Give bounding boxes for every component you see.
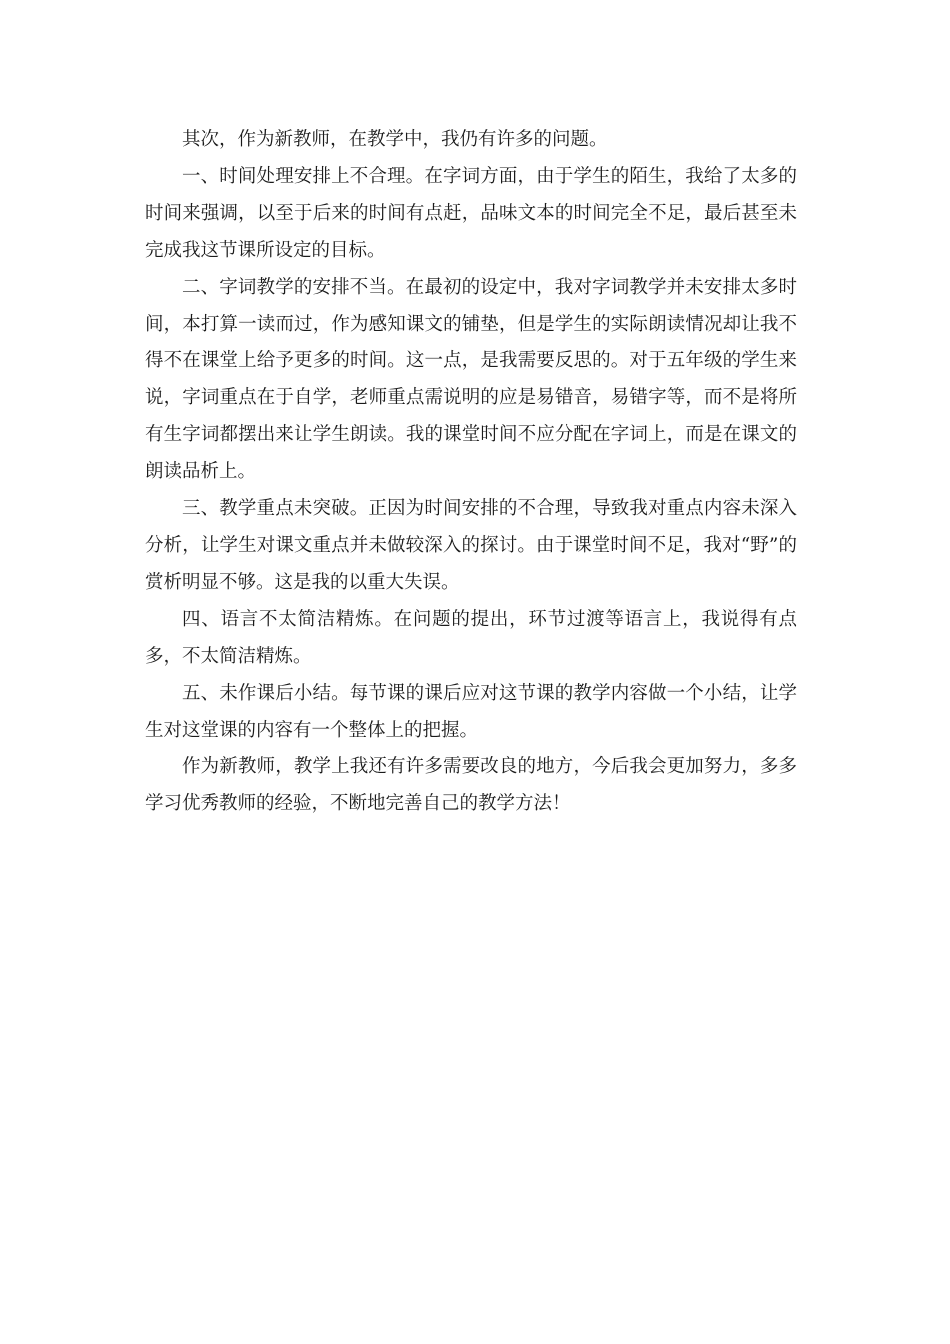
paragraph-intro: 其次，作为新教师，在教学中，我仍有许多的问题。 [182, 129, 608, 150]
paragraph-conclusion: 作为新教师，教学上我还有许多需要改良的地方，今后我会更加努力，多多学习优秀教师的经验，不断地完善自己的教学方法！ [145, 756, 797, 815]
paragraph-key-points: 三、教学重点未突破。正因为时间安排的不合理，导致我对重点内容未深入分析，让学生对课文重点并未做较深入的探讨。由于课堂时间不足，我对“野”的赏析明显不够。这是我的以重大失误。 [145, 498, 797, 593]
document-body [145, 122, 797, 823]
paragraph-language: 四、语言不太简洁精炼。在问题的提出，环节过渡等语言上，我说得有点多，不太简洁精炼。 [145, 608, 797, 667]
paragraph-vocabulary-teaching: 二、字词教学的安排不当。在最初的设定中，我对字词教学并未安排太多时间，本打算一读而过，作为感知课文的铺垫，但是学生的实际朗读情况却让我不得不在课堂上给予更多的时间。这一点，是我需要反思的。对于五年级的学生来说，字词重点在于自学，老师重点需说明的应是易错音，易错字等，而不是将所有生字词都摆出来让学生朗读。我的课堂时间不应分配在字词上，而是在课文的朗读品析上。 [145, 276, 797, 483]
paragraph-summary: 五、未作课后小结。每节课的课后应对这节课的教学内容做一个小结，让学生对这堂课的内容有一个整体上的把握。 [145, 682, 797, 741]
paragraph-time-arrangement: 一、时间处理安排上不合理。在字词方面，由于学生的陌生，我给了太多的时间来强调，以至于后来的时间有点赶，品味文本的时间完全不足，最后甚至未完成我这节课所设定的目标。 [145, 165, 797, 261]
